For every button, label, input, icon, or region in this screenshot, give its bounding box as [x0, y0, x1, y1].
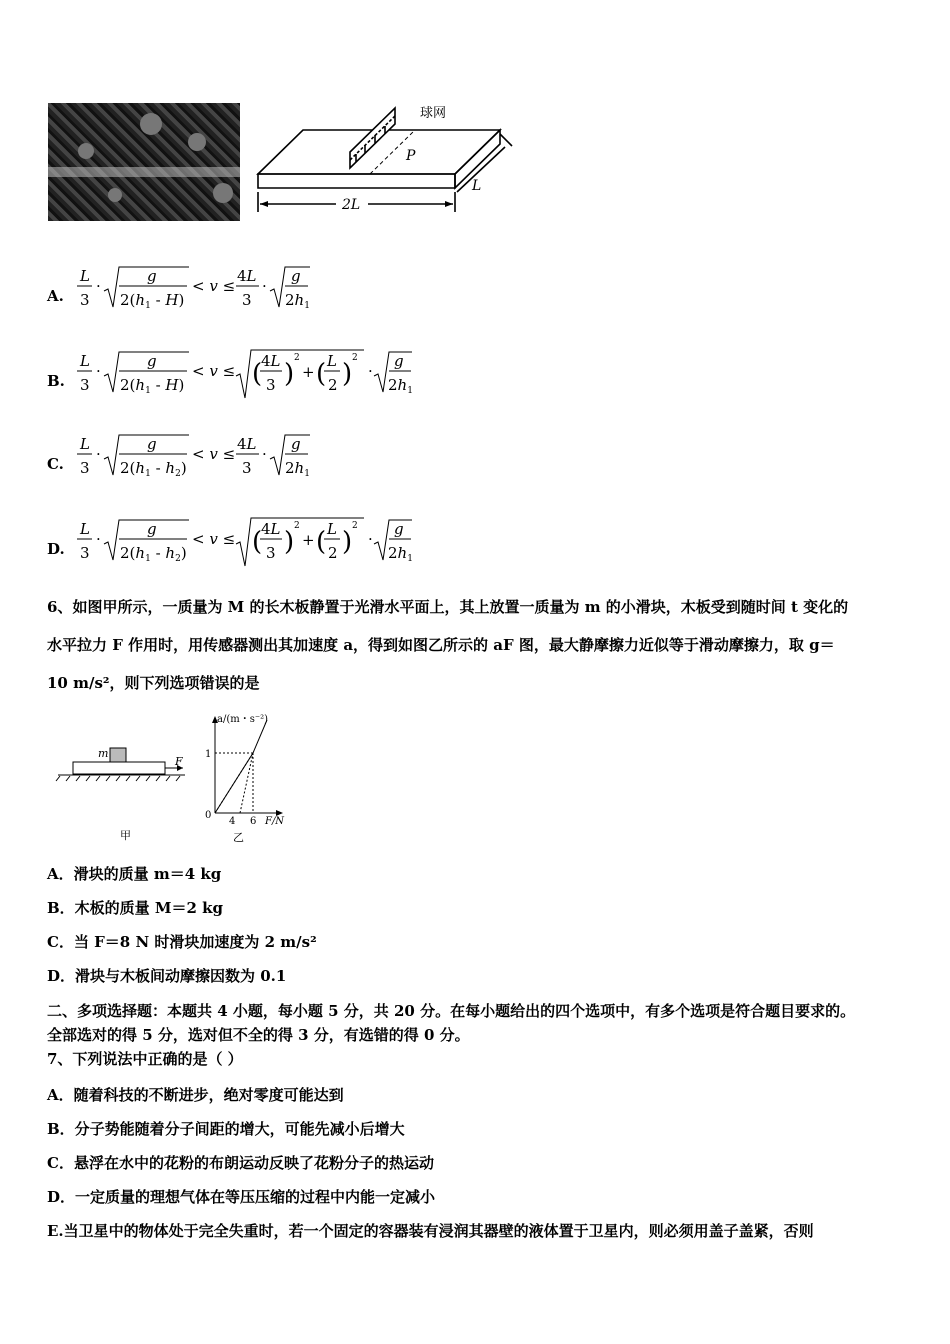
- q6-number: 6、: [47, 598, 73, 616]
- svg-text:3: 3: [80, 291, 90, 309]
- fig-jia-caption: 甲: [120, 829, 131, 842]
- svg-text:2: 2: [328, 544, 338, 562]
- svg-text:3: 3: [242, 459, 252, 477]
- fig-yi-x-tick-4: 4: [229, 816, 236, 827]
- fig-yi-caption: 乙: [233, 831, 244, 844]
- svg-text:4L: 4L: [237, 435, 257, 453]
- svg-text:L: L: [80, 520, 90, 538]
- svg-text:·: ·: [368, 530, 373, 548]
- svg-text:2: 2: [328, 376, 338, 394]
- q6-stem: [47, 588, 907, 702]
- svg-text:): ): [284, 527, 295, 557]
- q7-option-b: B．分子势能随着分子间距的增大，可能先减小后增大: [47, 1120, 405, 1138]
- svg-text:2h1: $2h_1$: [285, 291, 310, 311]
- svg-text:+: +: [302, 363, 315, 381]
- q6-option-b: B．木板的质量 M＝2 kg: [47, 899, 224, 917]
- q5-option-b-formula: [74, 348, 414, 404]
- court-diagram: [250, 102, 520, 220]
- svg-text:g: g: [147, 352, 157, 370]
- svg-text:3: 3: [80, 544, 90, 562]
- svg-text:(: (: [316, 527, 327, 557]
- width-l-label: L: [472, 178, 482, 194]
- volleyball-photo: [48, 103, 240, 221]
- svg-text:< v ≤: < v ≤: [192, 530, 236, 548]
- q6-text-line1: 如图甲所示，一质量为 M 的长木板静置于光滑水平面上，其上放置一质量为 m 的小滑块，木板受到随时间 t 变化的: [72, 598, 849, 616]
- svg-text:2(h1 - h2): $2(h_1 - h_2)$: [120, 459, 187, 479]
- q5-option-c-label: C.: [47, 455, 64, 473]
- svg-text:·: ·: [96, 277, 101, 295]
- svg-text:4L: 4L: [261, 352, 281, 370]
- q5-option-b-label: B.: [47, 372, 65, 390]
- q6-figure-jia: [55, 735, 195, 845]
- svg-text:2: 2: [352, 521, 358, 531]
- q5-option-d-label: D.: [47, 540, 65, 558]
- q6-option-d: D．滑块与木板间动摩擦因数为 0.1: [47, 967, 287, 985]
- svg-text:3: 3: [80, 459, 90, 477]
- svg-text:·: ·: [96, 530, 101, 548]
- svg-text:L: L: [327, 520, 337, 538]
- fig-yi-origin: 0: [205, 810, 212, 821]
- svg-text:4L: 4L: [261, 520, 281, 538]
- svg-text:·: ·: [368, 362, 373, 380]
- q5-option-d-formula: [74, 516, 414, 572]
- q7-stem: 7、下列说法中正确的是（ ）: [47, 1050, 243, 1068]
- svg-text:·: ·: [96, 445, 101, 463]
- svg-text:3: 3: [266, 376, 276, 394]
- svg-text:g: g: [147, 520, 157, 538]
- svg-text:< v ≤: < v ≤: [192, 445, 236, 463]
- svg-text:g: g: [291, 435, 301, 453]
- fig-yi-x-axis-label: F/N: [265, 816, 285, 827]
- svg-text:g: g: [394, 352, 404, 370]
- svg-text:(: (: [252, 359, 263, 389]
- svg-text:3: 3: [242, 291, 252, 309]
- fig-yi-y-tick: 1: [205, 749, 212, 760]
- q7-option-d: D．一定质量的理想气体在等压压缩的过程中内能一定减小: [47, 1188, 436, 1206]
- svg-text:g: g: [291, 267, 301, 285]
- fig-yi-x-tick-6: 6: [250, 816, 257, 827]
- point-p-label: P: [406, 148, 416, 164]
- q6-text-line3: 10 m/s²，则下列选项错误的是: [47, 674, 260, 692]
- svg-text:2: 2: [294, 353, 300, 363]
- section2-line2: 全部选对的得 5 分，选对但不全的得 3 分，有选错的得 0 分。: [47, 1026, 470, 1044]
- q6-option-a: A．滑块的质量 m＝4 kg: [47, 865, 222, 883]
- fig-yi-y-axis-label: a/(m・s⁻²): [217, 714, 269, 725]
- svg-text:< v ≤: < v ≤: [192, 362, 236, 380]
- svg-text:2: 2: [294, 521, 300, 531]
- svg-text:2h1: $2h_1$: [285, 459, 310, 479]
- svg-text:< v ≤: < v ≤: [192, 277, 236, 295]
- svg-text:L: L: [80, 435, 90, 453]
- svg-text:+: +: [302, 531, 315, 549]
- svg-text:g: g: [147, 267, 157, 285]
- svg-text:2: 2: [352, 353, 358, 363]
- svg-text:3: 3: [80, 376, 90, 394]
- svg-text:L: L: [327, 352, 337, 370]
- svg-text:L: L: [80, 352, 90, 370]
- length-2l-label: 2L: [342, 197, 361, 213]
- section2-line1: 二、多项选择题：本题共 4 小题，每小题 5 分，共 20 分。在每小题给出的四个选项中，有多个选项是符合题目要求的。: [47, 1002, 856, 1020]
- q6-figure-yi: [195, 708, 305, 848]
- svg-text:·: ·: [262, 445, 267, 463]
- svg-text:4L: 4L: [237, 267, 257, 285]
- svg-text:2(h1 - H): $2(h_1 - H)$: [120, 376, 185, 396]
- q5-option-a-formula: [74, 263, 334, 313]
- q5-option-c-formula: [74, 431, 334, 481]
- svg-text:2h1: $2h_1$: [388, 544, 413, 564]
- svg-text:g: g: [147, 435, 157, 453]
- svg-text:·: ·: [96, 362, 101, 380]
- svg-text:): ): [342, 359, 353, 389]
- q7-option-c: C．悬浮在水中的花粉的布朗运动反映了花粉分子的热运动: [47, 1154, 434, 1172]
- svg-text:·: ·: [262, 277, 267, 295]
- svg-text:): ): [284, 359, 295, 389]
- svg-text:L: L: [80, 267, 90, 285]
- svg-text:g: g: [394, 520, 404, 538]
- fig-jia-m-label: m: [98, 747, 109, 760]
- svg-text:2(h1 - h2): $2(h_1 - h_2)$: [120, 544, 187, 564]
- q6-text-line2: 水平拉力 F 作用时，用传感器测出其加速度 a，得到如图乙所示的 aF 图，最大静摩擦力近似等于滑动摩擦力，取 g＝: [47, 636, 835, 654]
- fig-jia-f-label: F: [175, 755, 183, 768]
- q7-option-a: A．随着科技的不断进步，绝对零度可能达到: [47, 1086, 344, 1104]
- net-label: 球网: [420, 106, 447, 121]
- q7-option-e: E.当卫星中的物体处于完全失重时，若一个固定的容器装有浸润其器壁的液体置于卫星内，则必须用盖子盖紧，否则: [47, 1222, 814, 1240]
- svg-text:2h1: $2h_1$: [388, 376, 413, 396]
- svg-text:2(h1 - H): $2(h_1 - H)$: [120, 291, 185, 311]
- section2-instructions: [47, 999, 912, 1047]
- svg-text:): ): [342, 527, 353, 557]
- q6-option-c: C．当 F＝8 N 时滑块加速度为 2 m/s²: [47, 933, 317, 951]
- svg-text:(: (: [316, 359, 327, 389]
- q5-option-a-label: A.: [47, 287, 64, 305]
- svg-text:(: (: [252, 527, 263, 557]
- svg-text:3: 3: [266, 544, 276, 562]
